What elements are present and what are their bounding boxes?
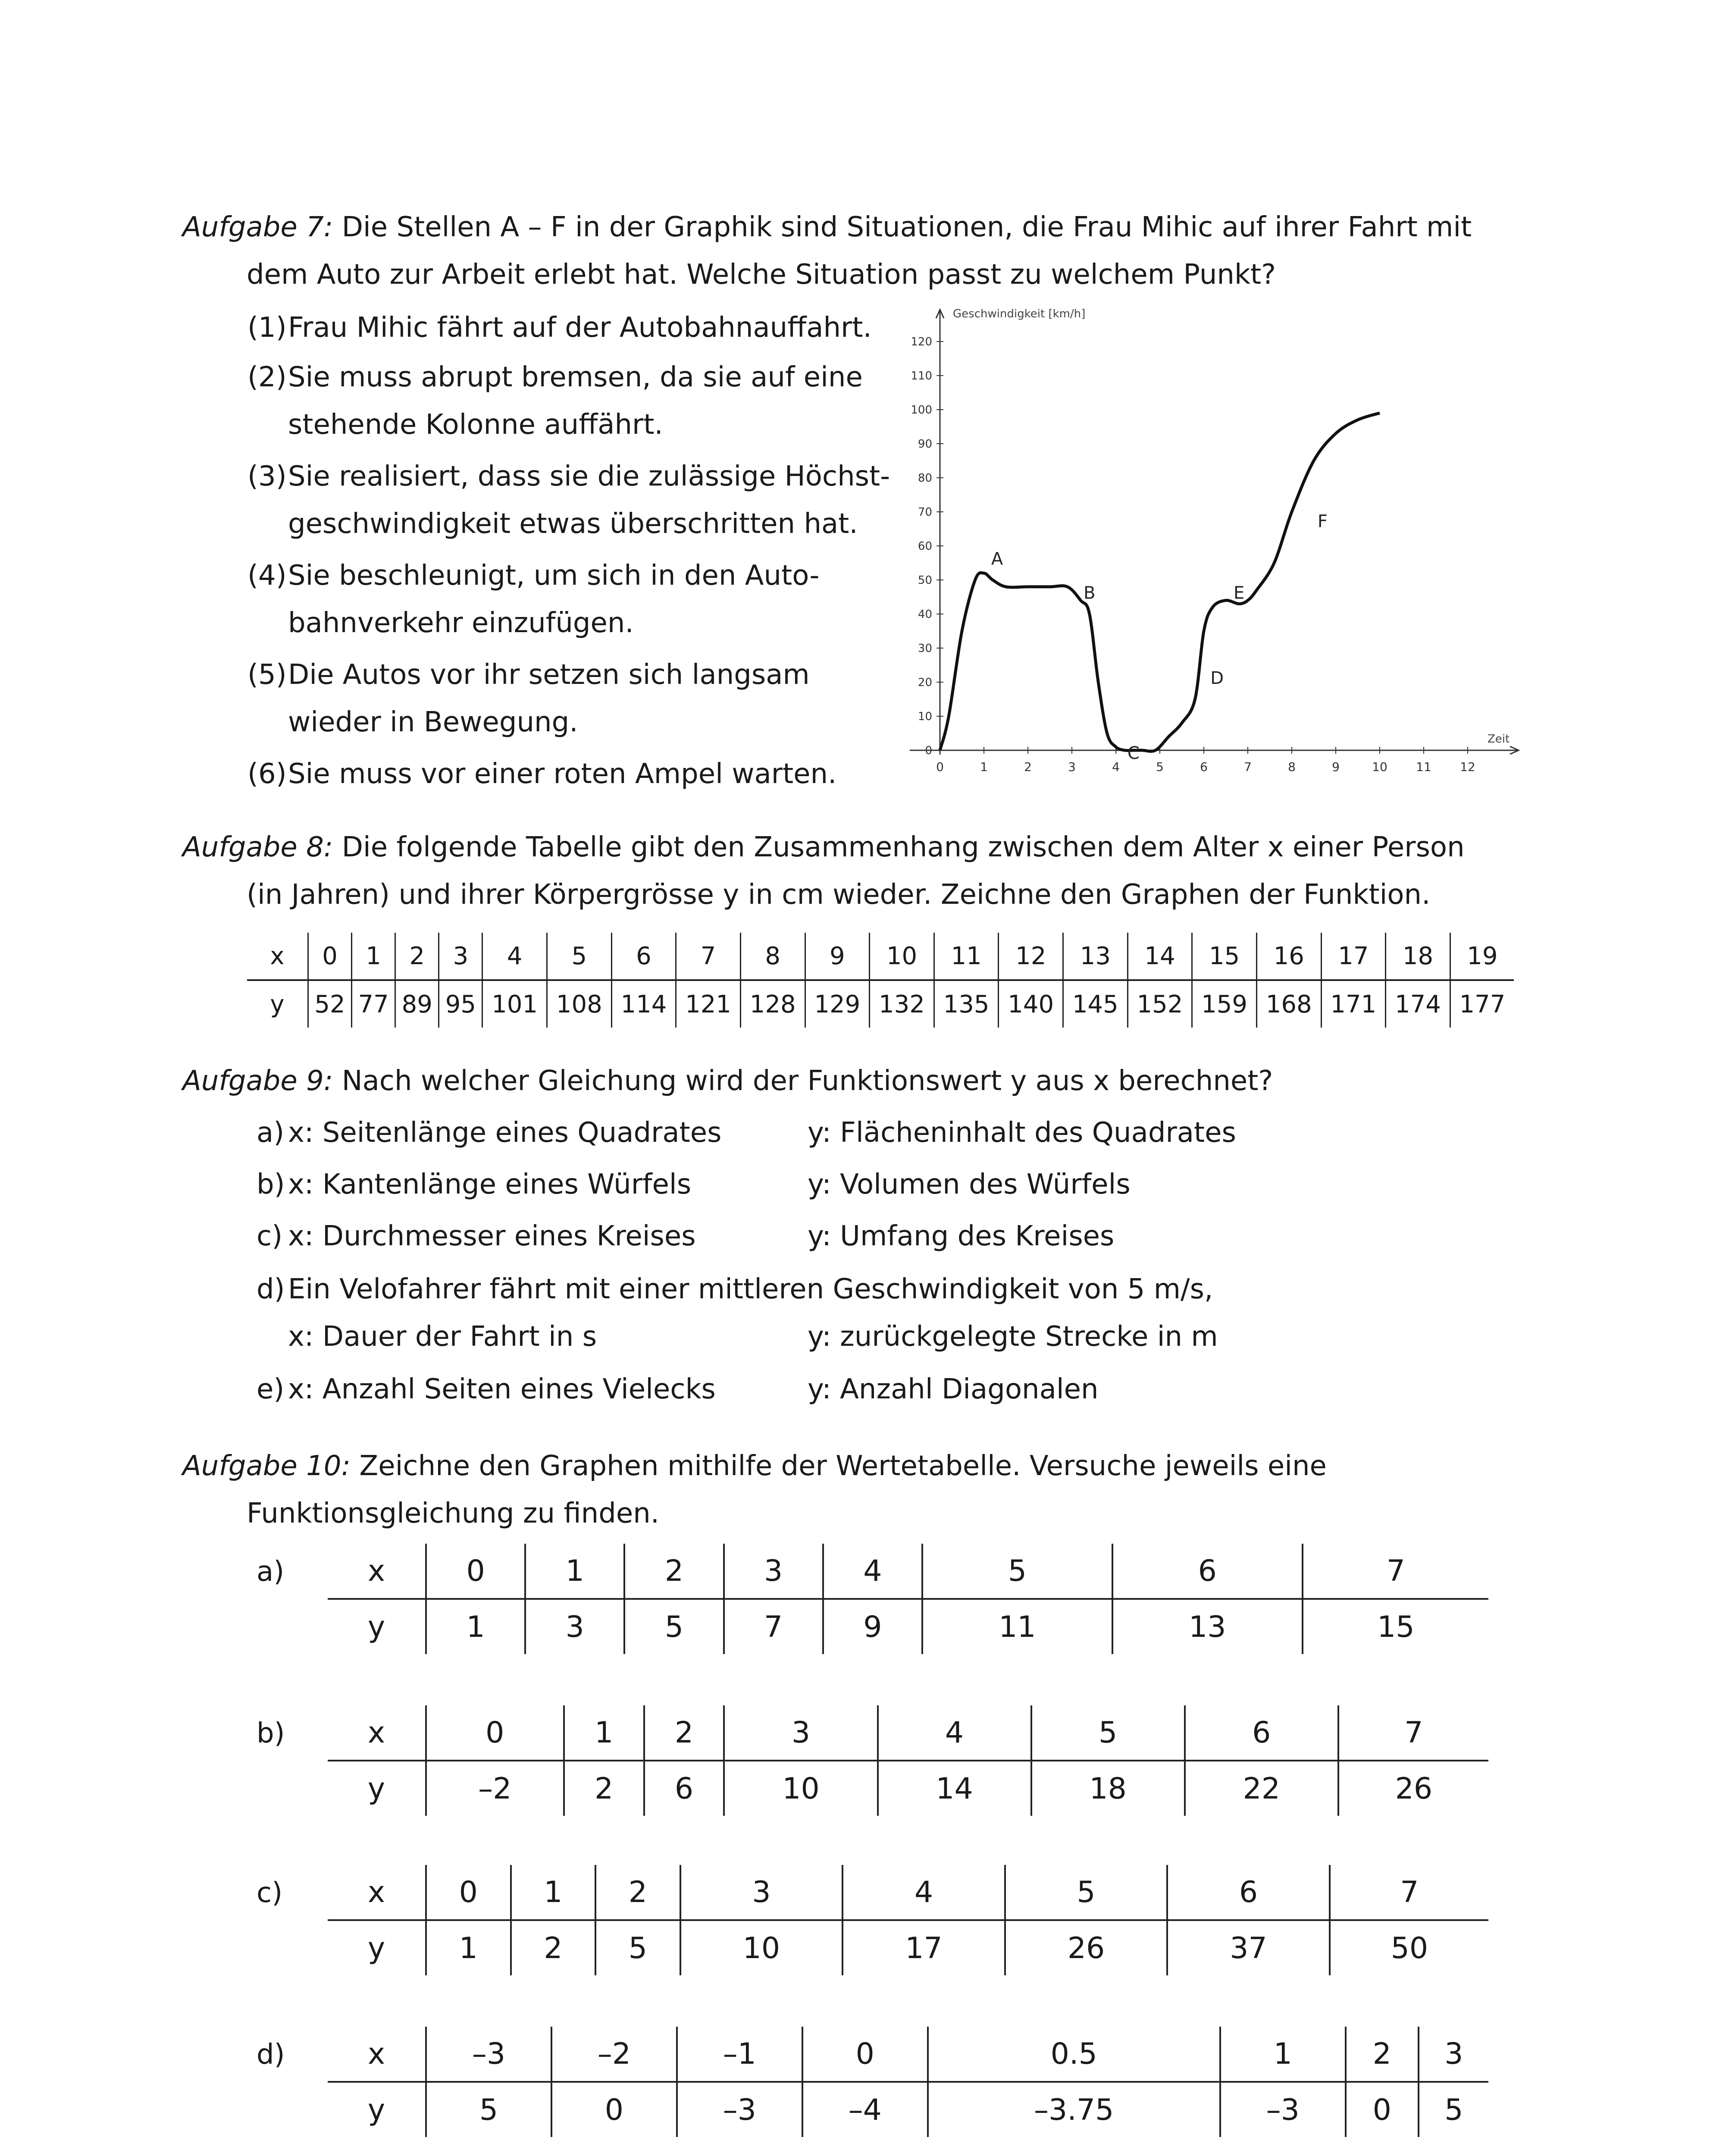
- table-cell: 3: [724, 1544, 823, 1599]
- table-cell: 6: [1185, 1705, 1338, 1761]
- table-cell: 95: [439, 980, 482, 1028]
- chart-y-axis-label: Geschwindigkeit [km/h]: [953, 307, 1086, 320]
- table-cell: 10: [724, 1761, 877, 1816]
- table-c-label: c): [257, 1877, 283, 1909]
- x-tick-label: 11: [1416, 760, 1431, 774]
- table-cell: 1: [564, 1705, 644, 1761]
- table-row-x: [328, 1705, 1488, 1761]
- x-tick-label: 9: [1332, 760, 1340, 774]
- aufgabe9-b-label: b): [257, 1169, 285, 1200]
- item-2-number: (2): [247, 361, 287, 393]
- point-label-f: F: [1317, 511, 1328, 532]
- row-label-y: y: [270, 990, 285, 1018]
- x-tick-label: 4: [1112, 760, 1120, 774]
- y-tick-label: 0: [925, 744, 932, 757]
- table-cell: 0: [1346, 2082, 1419, 2137]
- table-cell: 152: [1128, 980, 1192, 1028]
- table-cell: 7: [676, 933, 741, 980]
- table-row-x: [328, 2027, 1488, 2082]
- table-cell: 2: [595, 1865, 680, 1920]
- table-cell: 114: [611, 980, 676, 1028]
- table-cell: 3: [680, 1865, 843, 1920]
- table-cell: 15: [1303, 1599, 1488, 1654]
- table-cell: 11: [922, 1599, 1112, 1654]
- aufgabe9-d-intro: Ein Velofahrer fährt mit einer mittleren Geschwindigkeit von 5 m/s,: [288, 1273, 1213, 1305]
- table-cell: 2: [395, 933, 439, 980]
- table-cell: 2: [1346, 2027, 1419, 2082]
- point-label-a: A: [991, 549, 1003, 569]
- row-label-x: x: [247, 933, 308, 980]
- aufgabe9-b-right: y: Volumen des Würfels: [808, 1169, 1131, 1200]
- table-cell: –1: [677, 2027, 802, 2082]
- table-row-x: [247, 933, 1514, 980]
- aufgabe10-title: Aufgabe 10:: [182, 1450, 351, 1482]
- table-cell: 26: [1338, 1761, 1488, 1816]
- table-row-y: [328, 1599, 1488, 1654]
- table-cell: 18: [1031, 1761, 1185, 1816]
- table-cell: 10: [680, 1920, 843, 1975]
- table-cell: 0: [426, 1705, 564, 1761]
- item-1-text: Frau Mihic fährt auf der Autobahnauffahrt.: [288, 312, 872, 344]
- table-cell: 52: [308, 980, 352, 1028]
- y-tick-label: 50: [918, 574, 932, 587]
- x-tick-label: 1: [980, 760, 988, 774]
- table-cell: 0.5: [928, 2027, 1220, 2082]
- aufgabe9-e-left: x: Anzahl Seiten eines Vielecks: [288, 1373, 716, 1405]
- row-label-y: y: [367, 1771, 385, 1806]
- table-cell: 5: [547, 933, 612, 980]
- table-cell: 7: [1330, 1865, 1488, 1920]
- table-cell: 145: [1063, 980, 1128, 1028]
- value-table-d: [328, 2027, 1488, 2137]
- aufgabe9-e-right: y: Anzahl Diagonalen: [808, 1373, 1099, 1405]
- table-cell: –3.75: [928, 2082, 1220, 2137]
- table-cell: –3: [677, 2082, 802, 2137]
- item-2-text-cont: stehende Kolonne auffährt.: [288, 409, 663, 441]
- point-label-b: B: [1084, 583, 1096, 603]
- x-tick-label: 6: [1200, 760, 1208, 774]
- aufgabe9-c-label: c): [257, 1220, 283, 1252]
- table-cell: 18: [1386, 933, 1450, 980]
- table-b-label: b): [257, 1717, 285, 1749]
- table-cell: 77: [352, 980, 395, 1028]
- table-cell: 121: [676, 980, 741, 1028]
- table-cell: 5: [1005, 1865, 1168, 1920]
- item-5-text: Die Autos vor ihr setzen sich langsam: [288, 659, 810, 691]
- table-cell: 3: [1419, 2027, 1488, 2082]
- table-cell: 1: [1220, 2027, 1346, 2082]
- table-cell: 101: [482, 980, 547, 1028]
- aufgabe9-b-left: x: Kantenlänge eines Würfels: [288, 1169, 692, 1200]
- table-row-y: [247, 980, 1514, 1028]
- y-tick-label: 40: [918, 608, 932, 621]
- table-cell: 17: [1321, 933, 1386, 980]
- table-cell: 177: [1450, 980, 1514, 1028]
- x-tick-label: 8: [1288, 760, 1296, 774]
- aufgabe9-d-right: y: zurückgelegte Strecke in m: [808, 1321, 1218, 1353]
- point-label-d: D: [1210, 668, 1224, 689]
- x-tick-label: 2: [1024, 760, 1032, 774]
- table-cell: 13: [1112, 1599, 1303, 1654]
- table-cell: 19: [1450, 933, 1514, 980]
- table-row-y: [328, 1761, 1488, 1816]
- point-label-e: E: [1233, 583, 1245, 603]
- aufgabe9-line1: Aufgabe 9: Nach welcher Gleichung wird der Funktionswert y aus x berechnet?: [182, 1065, 1273, 1097]
- table-cell: –3: [426, 2027, 551, 2082]
- table-cell: 1: [352, 933, 395, 980]
- item-5-text-cont: wieder in Bewegung.: [288, 706, 578, 738]
- table-cell: 0: [308, 933, 352, 980]
- table-row-x: [328, 1865, 1488, 1920]
- aufgabe8-line1: Aufgabe 8: Die folgende Tabelle gibt den Zusammenhang zwischen dem Alter x einer Person: [182, 831, 1465, 863]
- item-3-text: Sie realisiert, dass sie die zulässige Höchst-: [288, 461, 890, 492]
- table-cell: 0: [426, 1544, 525, 1599]
- table-cell: 5: [624, 1599, 723, 1654]
- table-cell: 135: [934, 980, 999, 1028]
- table-cell: 4: [482, 933, 547, 980]
- x-tick-label: 12: [1460, 760, 1475, 774]
- table-cell: 89: [395, 980, 439, 1028]
- table-cell: 140: [999, 980, 1063, 1028]
- table-cell: 128: [740, 980, 805, 1028]
- table-row-x: [328, 1544, 1488, 1599]
- table-cell: –2: [551, 2027, 677, 2082]
- item-2-text: Sie muss abrupt bremsen, da sie auf eine: [288, 361, 863, 393]
- table-cell: –2: [426, 1761, 564, 1816]
- table-cell: 132: [870, 980, 934, 1028]
- table-cell: 17: [843, 1920, 1005, 1975]
- y-tick-label: 100: [911, 404, 932, 417]
- row-label-x: x: [328, 1544, 426, 1599]
- item-4-number: (4): [247, 560, 287, 592]
- table-cell: 159: [1192, 980, 1257, 1028]
- table-cell: 4: [843, 1865, 1005, 1920]
- table-cell: 14: [1128, 933, 1192, 980]
- y-tick-label: 70: [918, 506, 932, 519]
- table-cell: 6: [1112, 1544, 1303, 1599]
- y-tick-label: 30: [918, 642, 932, 655]
- table-cell: –4: [802, 2082, 928, 2137]
- table-cell: 0: [551, 2082, 677, 2137]
- row-label-y: y: [367, 1610, 385, 1644]
- row-label-y: y: [367, 1931, 385, 1965]
- table-cell: 8: [740, 933, 805, 980]
- value-table-c: [328, 1865, 1488, 1975]
- table-cell: 2: [511, 1920, 596, 1975]
- item-1-number: (1): [247, 312, 287, 344]
- age-height-table: [247, 933, 1514, 1028]
- table-cell: 6: [1167, 1865, 1330, 1920]
- row-label-x: x: [328, 1705, 426, 1761]
- table-cell: 2: [624, 1544, 723, 1599]
- table-cell: 6: [611, 933, 676, 980]
- x-tick-label: 0: [936, 760, 944, 774]
- aufgabe7-title: Aufgabe 7:: [182, 211, 333, 243]
- aufgabe9-title: Aufgabe 9:: [182, 1065, 333, 1097]
- aufgabe9-d-left: x: Dauer der Fahrt in s: [288, 1321, 597, 1353]
- aufgabe9-c-right: y: Umfang des Kreises: [808, 1220, 1115, 1252]
- aufgabe9-a-label: a): [257, 1117, 285, 1149]
- table-cell: 1: [511, 1865, 596, 1920]
- table-cell: 6: [644, 1761, 724, 1816]
- table-a-label: a): [257, 1556, 285, 1588]
- aufgabe8-title: Aufgabe 8:: [182, 831, 333, 863]
- x-tick-label: 10: [1372, 760, 1387, 774]
- table-cell: 5: [426, 2082, 551, 2137]
- table-cell: 50: [1330, 1920, 1488, 1975]
- table-cell: –3: [1220, 2082, 1346, 2137]
- table-cell: 7: [1303, 1544, 1488, 1599]
- x-tick-label: 5: [1156, 760, 1164, 774]
- y-tick-label: 90: [918, 438, 932, 451]
- table-cell: 174: [1386, 980, 1450, 1028]
- table-cell: 5: [1419, 2082, 1488, 2137]
- aufgabe7-line2: dem Auto zur Arbeit erlebt hat. Welche Situation passt zu welchem Punkt?: [247, 259, 1276, 291]
- y-tick-label: 80: [918, 472, 932, 485]
- table-cell: 12: [999, 933, 1063, 980]
- table-cell: 10: [870, 933, 934, 980]
- x-tick-label: 3: [1068, 760, 1076, 774]
- y-tick-label: 60: [918, 540, 932, 553]
- aufgabe9-c-left: x: Durchmesser eines Kreises: [288, 1220, 696, 1252]
- table-cell: 0: [426, 1865, 511, 1920]
- table-cell: 4: [878, 1705, 1031, 1761]
- table-cell: 22: [1185, 1761, 1338, 1816]
- y-tick-label: 10: [918, 710, 932, 723]
- table-cell: 1: [426, 1599, 525, 1654]
- aufgabe10-line1: Aufgabe 10: Zeichne den Graphen mithilfe der Wertetabelle. Versuche jeweils eine: [182, 1450, 1327, 1482]
- table-cell: 15: [1192, 933, 1257, 980]
- value-table-a: [328, 1544, 1488, 1654]
- item-3-number: (3): [247, 461, 287, 492]
- table-cell: 171: [1321, 980, 1386, 1028]
- table-cell: 5: [922, 1544, 1112, 1599]
- table-cell: 0: [802, 2027, 928, 2082]
- table-cell: 5: [595, 1920, 680, 1975]
- item-4-text-cont: bahnverkehr einzufügen.: [288, 607, 634, 639]
- x-tick-label: 7: [1244, 760, 1252, 774]
- table-row-y: [328, 1920, 1488, 1975]
- aufgabe9-e-label: e): [257, 1373, 285, 1405]
- table-cell: 1: [426, 1920, 511, 1975]
- item-6-number: (6): [247, 758, 287, 790]
- row-label-x: x: [328, 2027, 426, 2082]
- table-cell: 2: [644, 1705, 724, 1761]
- item-5-number: (5): [247, 659, 287, 691]
- table-cell: 1: [525, 1544, 624, 1599]
- chart-x-axis-label: Zeit: [1488, 733, 1510, 746]
- table-cell: 3: [525, 1599, 624, 1654]
- row-label-x: x: [328, 1865, 426, 1920]
- table-cell: 9: [805, 933, 870, 980]
- table-cell: 7: [1338, 1705, 1488, 1761]
- table-cell: 37: [1167, 1920, 1330, 1975]
- value-table-b: [328, 1705, 1488, 1816]
- aufgabe8-line2: (in Jahren) und ihrer Körpergrösse y in cm wieder. Zeichne den Graphen der Funktion.: [247, 879, 1431, 911]
- y-tick-label: 20: [918, 676, 932, 689]
- row-label-y: y: [367, 2093, 385, 2127]
- chart-annotations: [991, 512, 1328, 763]
- table-cell: 108: [547, 980, 612, 1028]
- table-d-label: d): [257, 2039, 285, 2071]
- table-cell: 13: [1063, 933, 1128, 980]
- item-3-text-cont: geschwindigkeit etwas überschritten hat.: [288, 508, 858, 540]
- item-6-text: Sie muss vor einer roten Ampel warten.: [288, 758, 837, 790]
- y-tick-label: 120: [911, 335, 932, 348]
- speed-chart: [884, 302, 1531, 789]
- table-cell: 129: [805, 980, 870, 1028]
- aufgabe9-a-left: x: Seitenlänge eines Quadrates: [288, 1117, 722, 1149]
- table-cell: 5: [1031, 1705, 1185, 1761]
- table-cell: 4: [823, 1544, 922, 1599]
- table-cell: 3: [439, 933, 482, 980]
- table-cell: 9: [823, 1599, 922, 1654]
- table-cell: 7: [724, 1599, 823, 1654]
- table-cell: 26: [1005, 1920, 1168, 1975]
- aufgabe10-line2: Funktionsgleichung zu finden.: [247, 1498, 660, 1529]
- item-4-text: Sie beschleunigt, um sich in den Auto-: [288, 560, 820, 592]
- y-tick-label: 110: [911, 370, 932, 382]
- table-cell: 3: [724, 1705, 877, 1761]
- table-cell: 11: [934, 933, 999, 980]
- table-cell: 2: [564, 1761, 644, 1816]
- aufgabe9-d-label: d): [257, 1273, 285, 1305]
- table-row-y: [328, 2082, 1488, 2137]
- aufgabe9-a-right: y: Flächeninhalt des Quadrates: [808, 1117, 1236, 1149]
- table-cell: 16: [1256, 933, 1321, 980]
- table-cell: 168: [1256, 980, 1321, 1028]
- aufgabe7-line1: Aufgabe 7: Die Stellen A – F in der Graphik sind Situationen, die Frau Mihic auf ihrer Fahrt mit: [182, 211, 1472, 243]
- point-label-c: C: [1127, 743, 1140, 763]
- speed-series-line: [940, 413, 1380, 751]
- table-cell: 14: [878, 1761, 1031, 1816]
